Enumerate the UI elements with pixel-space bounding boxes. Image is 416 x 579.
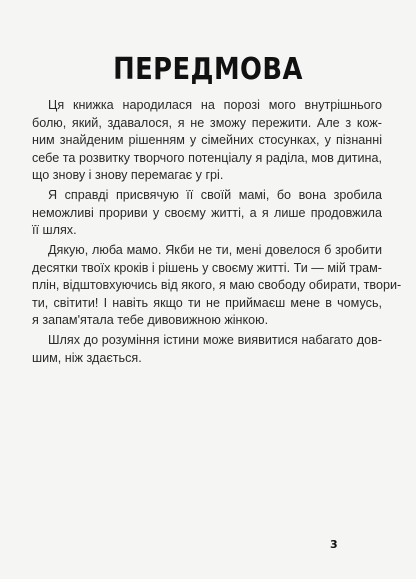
- paragraph-line: ним знайденим рішенням у сімейних стосунках, у пізнанні: [32, 133, 382, 147]
- paragraph-line: шим, ніж здається.: [32, 350, 142, 365]
- paragraph-line: Я справді присвячую її своїй мамі, бо вона зробила: [48, 188, 382, 202]
- paragraph-1: [32, 97, 382, 185]
- paragraph-2: [32, 187, 382, 240]
- paragraph-line: ти, світити! І навіть якщо ти не приймаєш мене в чомусь,: [32, 295, 382, 310]
- paragraph-line: я запам'ятала тебе дивовижною жінкою.: [32, 313, 269, 327]
- paragraph-4: [32, 332, 382, 367]
- page-number: 3: [330, 538, 338, 551]
- paragraph-line: що знову і знову перемагає у грі.: [32, 168, 224, 182]
- paragraph-line: плін, відштовхуючись від якого, я маю свободу обирати, твори-: [32, 278, 402, 292]
- paragraph-line: десятки твоїх кроків і рішень у своєму житті. Ти — мій трам-: [32, 260, 382, 275]
- paragraph-line: Ця книжка народилася на порозі мого внутрішнього: [48, 98, 382, 112]
- paragraph-line: Шлях до розуміння істини може виявитися набагато дов-: [48, 333, 382, 347]
- paragraph-line: Дякую, люба мамо. Якби не ти, мені довелося б зробити: [48, 243, 382, 257]
- paragraph-line: болю, який, здавалося, я не зможу пережити. Але з кож-: [32, 115, 382, 130]
- paragraph-line: себе та розвитку творчого потенціалу я раділа, мов дитина,: [32, 150, 382, 165]
- page-title: ПЕРЕДМОВА: [113, 52, 303, 87]
- paragraph-3: [32, 242, 402, 330]
- paragraph-line: неможливі прориви у своєму житті, а я лише продовжила: [32, 205, 382, 220]
- paragraph-line: її шлях.: [32, 223, 77, 237]
